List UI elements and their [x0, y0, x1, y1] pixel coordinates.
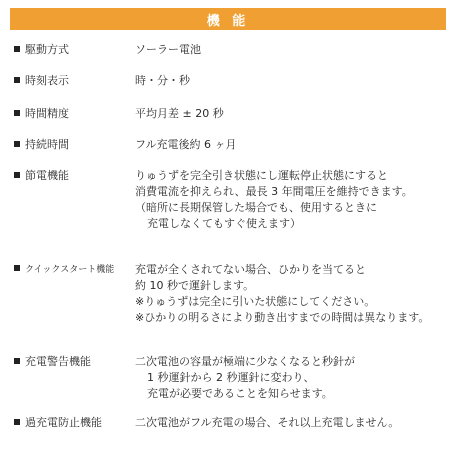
square-bullet-icon	[14, 110, 20, 116]
spec-value-line: 充電しなくてもすぐ使えます）	[147, 217, 301, 230]
spec-label: クイックスタート機能	[14, 262, 124, 278]
spec-label: 過充電防止機能	[14, 415, 124, 431]
section-title: 機 能	[206, 13, 250, 29]
spec-value	[135, 106, 451, 122]
square-bullet-icon	[14, 358, 20, 364]
square-bullet-icon	[14, 77, 20, 83]
spec-value-line: 時・分・秒	[135, 74, 190, 87]
spec-value-line: フル充電後約 6 ヶ月	[135, 138, 237, 151]
spec-value-line: 1 秒運針から 2 秒運針に変わり、	[147, 371, 315, 384]
spec-value-line: 二次電池の容量が極端に少なくなると秒針が	[135, 355, 355, 368]
spec-value	[135, 262, 451, 326]
spec-value-line: りゅうずを完全引き状態にし運転停止状態にすると	[135, 169, 388, 182]
square-bullet-icon	[14, 172, 20, 178]
spec-value	[135, 137, 451, 153]
spec-label: 時刻表示	[14, 73, 124, 89]
square-bullet-icon	[14, 419, 20, 425]
square-bullet-icon	[14, 141, 20, 147]
spec-value	[135, 73, 451, 89]
spec-value-line: 充電が全くされてない場合、ひかりを当てると	[135, 263, 366, 276]
spec-value	[135, 168, 451, 232]
spec-value-line: 平均月差 ± 20 秒	[135, 107, 224, 120]
spec-label: 時間精度	[14, 106, 124, 122]
spec-value-line: 二次電池がフル充電の場合、それ以上充電しません。	[135, 416, 400, 429]
spec-value-line: 充電が必要であることを知らせます。	[147, 387, 333, 400]
spec-label: 駆動方式	[14, 42, 124, 58]
spec-label: 節電機能	[14, 168, 124, 184]
spec-label: 充電警告機能	[14, 354, 124, 370]
section-header	[10, 8, 446, 30]
spec-value-line: 約 10 秒で運針します。	[135, 279, 255, 292]
spec-value-line: ※ひかりの明るさにより動き出すまでの時間は異なります。	[135, 311, 430, 324]
spec-value-line: ソーラー電池	[135, 43, 201, 56]
square-bullet-icon	[14, 265, 20, 271]
square-bullet-icon	[14, 46, 20, 52]
spec-label: 持続時間	[14, 137, 124, 153]
spec-value	[135, 415, 451, 431]
spec-value	[135, 354, 451, 402]
spec-value-line: ※りゅうずは完全に引いた状態にしてください。	[135, 295, 376, 308]
spec-value-line: （暗所に長期保管した場合でも、使用するときに	[135, 201, 377, 214]
spec-value-line: 消費電流を抑えられ、最長 3 年間電圧を維持できます。	[135, 185, 413, 198]
spec-value	[135, 42, 451, 58]
